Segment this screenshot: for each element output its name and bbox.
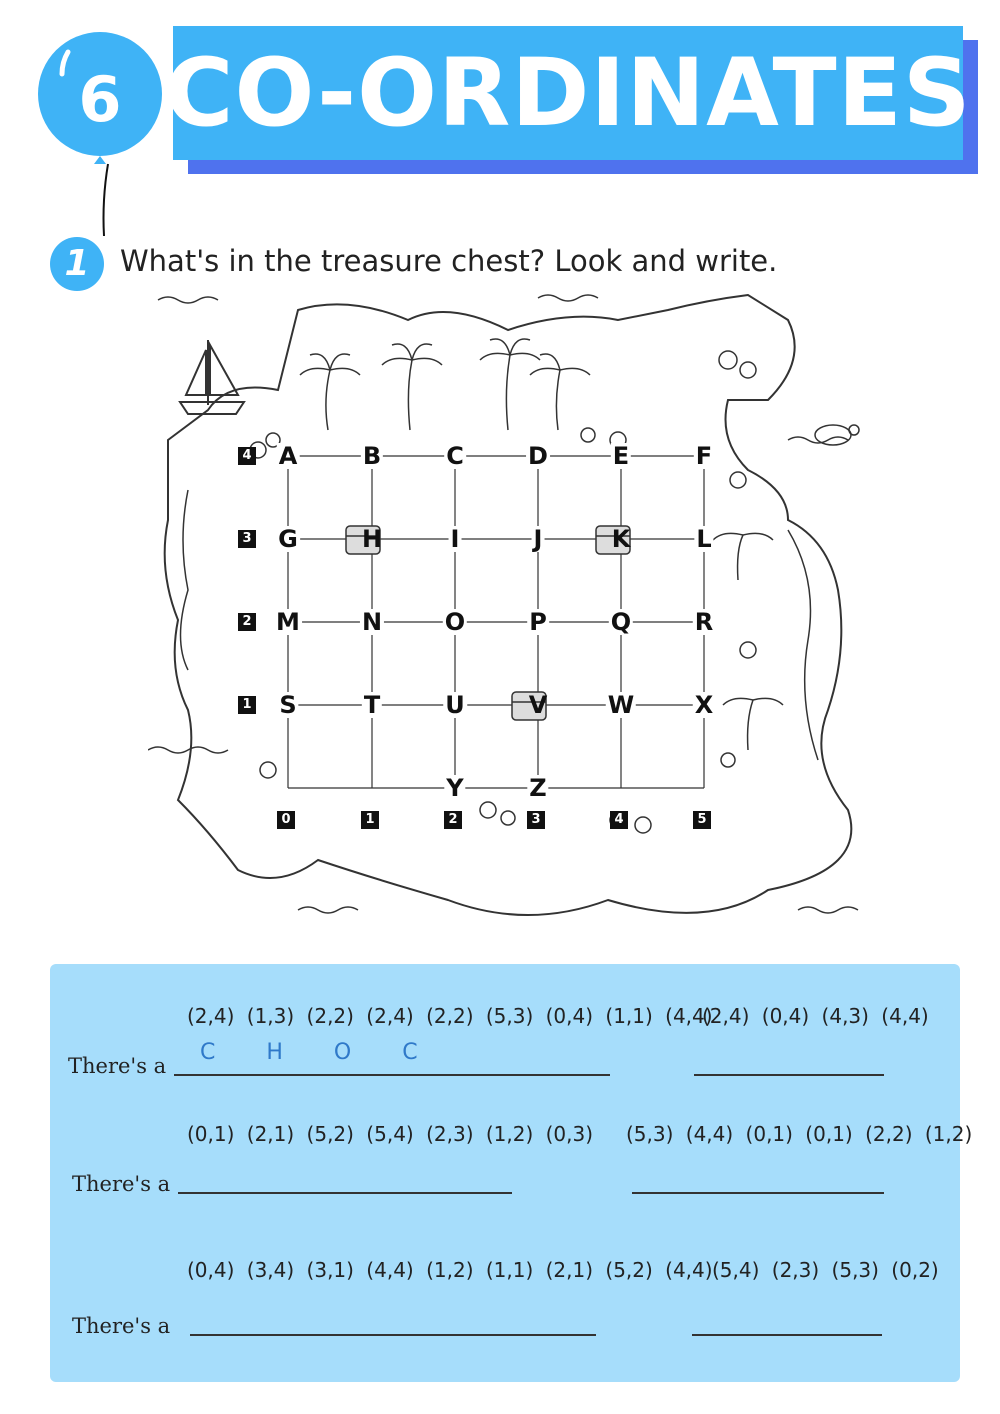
grid-letter: D: [528, 442, 548, 470]
grid-letter: C: [446, 442, 464, 470]
grid-letter: K: [611, 525, 631, 553]
treasure-map: [148, 290, 888, 940]
answer-panel: [50, 964, 973, 1382]
grid-letter: L: [696, 525, 712, 553]
title-banner: [164, 26, 972, 160]
answer-prompt: There's a: [72, 1314, 171, 1338]
answer-prompt: There's a: [68, 1054, 167, 1078]
y-axis-label: 2: [238, 613, 256, 631]
grid-letter: P: [529, 608, 547, 636]
answer-prompt: There's a: [72, 1172, 171, 1196]
x-axis-label: 1: [361, 811, 379, 829]
grid-letter: N: [361, 608, 383, 636]
page-title: CO-ORDINATES: [164, 38, 972, 148]
code-sequence: (0,1) (2,1) (5,2) (5,4) (2,3) (1,2) (0,3): [187, 1122, 594, 1146]
shrubs: [250, 351, 756, 833]
y-axis-label: 4: [238, 447, 256, 465]
grid-letter: T: [363, 691, 381, 719]
x-axis-label: 5: [693, 811, 711, 829]
grid-letter: Q: [610, 608, 632, 636]
exercise-instruction: What's in the treasure chest? Look and write.: [120, 244, 778, 278]
grid-letter: R: [694, 608, 714, 636]
code-sequence: (2,4) (1,3) (2,2) (2,4) (2,2) (5,3) (0,4) (1,1) (4,4): [187, 1004, 713, 1028]
grid-letter: M: [276, 608, 300, 636]
answer-line[interactable]: [632, 1192, 884, 1194]
answer-line[interactable]: [692, 1334, 882, 1336]
sailboat-icon: [180, 340, 244, 414]
turtle-icon: [815, 425, 859, 445]
grid-letter: H: [361, 525, 383, 553]
balloon-string: [96, 160, 116, 240]
grid-letter: S: [279, 691, 297, 719]
code-sequence: (5,4) (2,3) (5,3) (0,2): [712, 1258, 939, 1282]
answer-line[interactable]: [694, 1074, 884, 1076]
grid-letter: J: [533, 525, 543, 553]
code-sequence: (2,4) (0,4) (4,3) (4,4): [702, 1004, 929, 1028]
grid-letter: Y: [446, 774, 464, 802]
island-drawing: [148, 290, 888, 940]
x-axis-label: 2: [444, 811, 462, 829]
grid-letter: G: [278, 525, 298, 553]
answer-line[interactable]: [190, 1334, 596, 1336]
grid-letter: F: [695, 442, 713, 470]
grid-letter: I: [450, 525, 460, 553]
grid-letter: E: [612, 442, 630, 470]
grid-letter: V: [528, 691, 548, 719]
y-axis-label: 3: [238, 530, 256, 548]
x-axis-label: 3: [527, 811, 545, 829]
grid-letter: X: [694, 691, 714, 719]
code-sequence: (5,3) (4,4) (0,1) (0,1) (2,2) (1,2): [626, 1122, 973, 1146]
answer-line[interactable]: [178, 1192, 512, 1194]
x-axis-label: 0: [277, 811, 295, 829]
unit-number: 6: [78, 63, 122, 136]
code-sequence: (0,4) (3,4) (3,1) (4,4) (1,2) (1,1) (2,1) (5,2) (4,4): [187, 1258, 713, 1282]
exercise-number: 1: [50, 237, 104, 291]
grid-letter: A: [278, 442, 298, 470]
grid-letter: U: [445, 691, 465, 719]
y-axis-label: 1: [238, 696, 256, 714]
coordinate-grid: [288, 456, 704, 788]
x-axis-label: 4: [610, 811, 628, 829]
grid-letter: O: [444, 608, 466, 636]
answer-text[interactable]: C H O C: [200, 1040, 440, 1065]
grid-letter: W: [607, 691, 635, 719]
grid-letter: Z: [529, 774, 547, 802]
grid-letter: B: [362, 442, 382, 470]
answer-line[interactable]: [174, 1074, 610, 1076]
